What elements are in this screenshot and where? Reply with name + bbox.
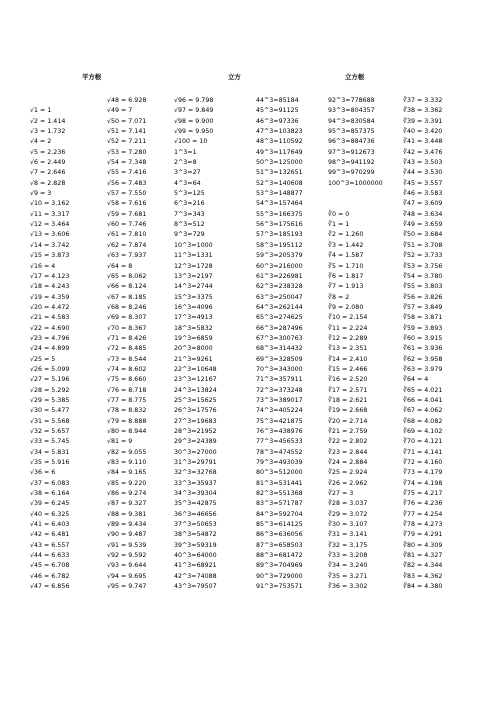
table-cell: 29^3=24389 <box>174 438 217 446</box>
table-cell: 45^3=91125 <box>256 107 299 115</box>
table-cell: 62^3=238328 <box>256 283 303 291</box>
table-cell: √13 = 3.606 <box>30 231 70 239</box>
table-cell: 11^3=1331 <box>174 252 213 260</box>
table-cell: 31^3=29791 <box>174 459 217 467</box>
table-cell: 65^3=274625 <box>256 314 303 322</box>
table-cell: 14^3=2744 <box>174 283 213 291</box>
table-cell: √45 = 6.708 <box>30 562 70 570</box>
table-cell: ∛32 = 3.175 <box>328 541 368 549</box>
table-cell: √32 = 5.657 <box>30 428 70 435</box>
table-cell: 34^3=39304 <box>174 490 217 498</box>
table-cell: √71 = 8.426 <box>107 334 147 342</box>
table-cell: 89^3=704969 <box>256 562 303 570</box>
table-cell: 23^3=12167 <box>174 376 217 384</box>
table-cell: 18^3=5832 <box>174 324 213 332</box>
table-cell: ∛47 = 3.609 <box>403 200 443 208</box>
table-cell: ∛33 = 3.208 <box>328 552 368 560</box>
table-cell: 60^3=216000 <box>256 262 303 270</box>
table-cell: ∛79 = 4.291 <box>403 531 443 539</box>
table-cell: 38^3=54872 <box>174 531 217 539</box>
table-cell: ∛19 = 2.668 <box>328 407 368 415</box>
table-cell: √64 = 8 <box>107 262 133 270</box>
table-cell: √66 = 8.124 <box>107 283 147 291</box>
table-cell: ∛69 = 4.102 <box>403 428 443 435</box>
header-cube: 立方 <box>228 73 241 81</box>
table-cell: 53^3=148877 <box>256 190 303 198</box>
table-cell: ∛78 = 4.273 <box>403 521 443 529</box>
table-cell: ∛22 = 2.802 <box>328 438 368 446</box>
table-cell: 8^3=512 <box>174 221 205 229</box>
table-cell: 43^3=79507 <box>174 583 217 591</box>
table-cell: ∛3 = 1.442 <box>328 241 364 249</box>
table-cell: ∛9 = 2.080 <box>328 303 364 311</box>
table-cell: 37^3=50653 <box>174 521 217 529</box>
table-cell: ∛63 = 3.979 <box>403 365 443 373</box>
table-cell: √56 = 7.483 <box>107 179 147 187</box>
table-cell: ∛74 = 4.198 <box>403 479 443 487</box>
table-cell: ∛38 = 3.362 <box>403 107 443 115</box>
table-cell: ∛13 = 2.351 <box>328 345 368 353</box>
table-cell: ∛73 = 4.179 <box>403 469 443 477</box>
table-cell: 78^3=474552 <box>256 448 303 456</box>
table-column-6 <box>403 96 442 593</box>
table-cell: ∛53 = 3.756 <box>403 262 443 270</box>
table-cell: ∛46 = 3.583 <box>403 190 443 198</box>
table-cell: 68^3=314432 <box>256 345 303 353</box>
table-cell: ∛80 = 4.309 <box>403 541 443 549</box>
table-cell: √29 = 5.385 <box>30 396 70 404</box>
table-cell: 39^3=59319 <box>174 541 217 549</box>
table-cell: 17^3=4913 <box>174 314 213 322</box>
table-cell: √41 = 6.403 <box>30 521 70 529</box>
table-cell: √16 = 4 <box>30 262 56 270</box>
table-cell: ∛10 = 2.154 <box>328 314 368 322</box>
table-cell: √49 = 7 <box>107 107 133 115</box>
table-cell: √25 = 5 <box>30 355 56 363</box>
table-cell: ∛45 = 3.557 <box>403 179 443 187</box>
table-cell: 84^3=592704 <box>256 510 303 518</box>
table-cell: 95^3=857375 <box>328 128 375 136</box>
table-cell: ∛35 = 3.271 <box>328 572 368 580</box>
table-cell: √99 = 9.950 <box>174 128 214 136</box>
table-cell: √55 = 7.416 <box>107 169 147 177</box>
table-cell: ∛25 = 2.924 <box>328 469 368 477</box>
table-cell: √83 = 9.110 <box>107 459 147 467</box>
table-cell: √92 = 9.592 <box>107 552 147 560</box>
table-cell: 52^3=140608 <box>256 179 303 187</box>
table-cell: 67^3=300763 <box>256 334 303 342</box>
table-cell: ∛4 = 1.587 <box>328 252 364 260</box>
table-cell: 58^3=195112 <box>256 241 303 249</box>
table-column-2 <box>107 96 146 593</box>
table-cell: ∛6 = 1.817 <box>328 272 364 280</box>
table-cell: ∛76 = 4.236 <box>403 500 443 508</box>
table-cell: √12 = 3.464 <box>30 221 70 229</box>
table-cell: √28 = 5.292 <box>30 386 70 394</box>
table-cell: √33 = 5.745 <box>30 438 70 446</box>
table-cell: √69 = 8.307 <box>107 314 147 322</box>
table-cell: ∛37 = 3.332 <box>403 97 443 104</box>
table-cell: √35 = 5.916 <box>30 459 70 467</box>
table-cell: √79 = 8.888 <box>107 417 147 425</box>
table-cell: √31 = 5.568 <box>30 417 70 425</box>
table-cell: √48 = 6.928 <box>107 97 147 104</box>
table-cell: 66^3=287496 <box>256 324 303 332</box>
table-cell: √95 = 9.747 <box>107 583 147 591</box>
table-cell: √67 = 8.185 <box>107 293 147 301</box>
table-cell: √21 = 4.583 <box>30 314 70 322</box>
table-cell: 27^3=19683 <box>174 417 217 425</box>
table-cell: √1 = 1 <box>30 107 52 115</box>
table-cell: 75^3=421875 <box>256 417 303 425</box>
table-cell: ∛71 = 4.141 <box>403 448 443 456</box>
table-cell: √14 = 3.742 <box>30 241 70 249</box>
table-cell: 59^3=205379 <box>256 252 303 260</box>
table-cell: 48^3=110592 <box>256 138 303 146</box>
table-cell: 47^3=103823 <box>256 128 303 136</box>
table-cell: √81 = 9 <box>107 438 133 446</box>
table-cell: 61^3=226981 <box>256 272 303 280</box>
header-cube-root: 立方根 <box>345 73 365 81</box>
table-cell: ∛36 = 3.302 <box>328 583 368 591</box>
table-cell: √73 = 8.544 <box>107 355 147 363</box>
table-cell: 33^3=35937 <box>174 479 217 487</box>
table-cell: ∛17 = 2.571 <box>328 386 368 394</box>
table-cell: 87^3=658503 <box>256 541 303 549</box>
table-cell: √74 = 8.602 <box>107 365 147 373</box>
table-cell <box>328 199 383 209</box>
table-column-4 <box>256 96 303 593</box>
table-cell: 80^3=512000 <box>256 469 303 477</box>
table-cell: 6^3=216 <box>174 200 205 208</box>
table-cell: 25^3=15625 <box>174 396 217 404</box>
table-cell: ∛26 = 2.962 <box>328 479 368 487</box>
table-cell: 56^3=175616 <box>256 221 303 229</box>
table-cell: ∛12 = 2.289 <box>328 334 368 342</box>
table-cell: ∛60 = 3.915 <box>403 334 443 342</box>
table-cell: 69^3=328509 <box>256 355 303 363</box>
table-cell: ∛83 = 4.362 <box>403 572 443 580</box>
table-cell: 16^3=4096 <box>174 303 213 311</box>
table-cell: √18 = 4.243 <box>30 283 70 291</box>
table-cell: 64^3=262144 <box>256 303 303 311</box>
table-cell: ∛72 = 4.160 <box>403 459 443 467</box>
table-cell: 85^3=614125 <box>256 521 303 529</box>
table-cell: √77 = 8.775 <box>107 396 147 404</box>
table-cell: √63 = 7.937 <box>107 252 147 260</box>
table-cell: ∛1 = 1 <box>328 221 350 229</box>
table-cell: √52 = 7.211 <box>107 138 147 146</box>
table-cell: 19^3=6859 <box>174 334 213 342</box>
table-cell: ∛44 = 3.530 <box>403 169 443 177</box>
table-cell: √96 = 9.798 <box>174 97 214 104</box>
table-cell: 72^3=373248 <box>256 386 303 394</box>
table-cell: 13^3=2197 <box>174 272 213 280</box>
table-cell: ∛2 = 1.260 <box>328 231 364 239</box>
table-cell: √97 = 9.849 <box>174 107 214 115</box>
table-cell: 24^3=13824 <box>174 386 217 394</box>
table-cell: 70^3=343000 <box>256 365 303 373</box>
table-cell: ∛23 = 2.844 <box>328 448 368 456</box>
table-cell: 99^3=970299 <box>328 169 375 177</box>
table-cell: ∛70 = 4.121 <box>403 438 443 446</box>
table-cell: ∛50 = 3.684 <box>403 231 443 239</box>
table-cell: 22^3=10648 <box>174 365 217 373</box>
table-cell: ∛49 = 3.659 <box>403 221 443 229</box>
table-cell: √72 = 8.485 <box>107 345 147 353</box>
table-cell: 97^3=912673 <box>328 148 375 156</box>
table-cell: ∛18 = 2.621 <box>328 396 368 404</box>
table-cell: √43 = 6.557 <box>30 541 70 549</box>
table-cell: 76^3=438976 <box>256 428 303 435</box>
table-cell: 40^3=64000 <box>174 552 217 560</box>
table-cell: 1^3=1 <box>174 148 197 156</box>
table-cell: √7 = 2.646 <box>30 169 66 177</box>
table-cell: √20 = 4.472 <box>30 303 70 311</box>
table-cell: ∛52 = 3.733 <box>403 252 443 260</box>
table-cell: √36 = 6 <box>30 469 56 477</box>
table-cell: ∛29 = 3.072 <box>328 510 368 518</box>
table-cell: ∛67 = 4.062 <box>403 407 443 415</box>
table-cell: √51 = 7.141 <box>107 128 147 136</box>
table-cell: ∛7 = 1.913 <box>328 283 364 291</box>
table-cell: √57 = 7.550 <box>107 190 147 198</box>
table-cell: ∛61 = 3.936 <box>403 345 443 353</box>
table-cell: √53 = 7.280 <box>107 148 147 156</box>
table-cell: 36^3=46656 <box>174 510 217 518</box>
table-cell: 46^3=97336 <box>256 117 299 125</box>
table-cell: ∛5 = 1.710 <box>328 262 364 270</box>
table-cell: 12^3=1728 <box>174 262 213 270</box>
table-cell: √94 = 9.695 <box>107 572 147 580</box>
table-cell: 44^3=85184 <box>256 97 299 104</box>
table-cell: ∛41 = 3.448 <box>403 138 443 146</box>
table-cell: √60 = 7.746 <box>107 221 147 229</box>
table-cell: √54 = 7.348 <box>107 159 147 167</box>
table-cell: 96^3=884736 <box>328 138 375 146</box>
table-cell: 49^3=117649 <box>256 148 303 156</box>
table-cell: ∛56 = 3.826 <box>403 293 443 301</box>
table-cell: ∛77 = 4.254 <box>403 510 443 518</box>
table-cell: 42^3=74088 <box>174 572 217 580</box>
table-cell: 57^3=185193 <box>256 231 303 239</box>
table-cell: √62 = 7.874 <box>107 241 147 249</box>
table-cell: 55^3=166375 <box>256 210 303 218</box>
table-cell: ∛31 = 3.141 <box>328 531 368 539</box>
table-cell: ∛11 = 2.224 <box>328 324 368 332</box>
table-cell: 9^3=729 <box>174 231 205 239</box>
table-cell <box>30 96 69 106</box>
table-cell: ∛30 = 3.107 <box>328 521 368 529</box>
table-cell: ∛84 = 4.380 <box>403 583 443 591</box>
table-cell: 30^3=27000 <box>174 448 217 456</box>
table-cell: ∛40 = 3.420 <box>403 128 443 136</box>
table-cell: 88^3=681472 <box>256 552 303 560</box>
header-square-root: 平方根 <box>82 73 102 81</box>
table-cell: 74^3=405224 <box>256 407 303 415</box>
table-cell: √100 = 10 <box>174 138 208 146</box>
table-cell: √87 = 9.327 <box>107 500 147 508</box>
table-cell: √68 = 8.246 <box>107 303 147 311</box>
table-cell: 41^3=68921 <box>174 562 217 570</box>
table-cell: √85 = 9.220 <box>107 479 147 487</box>
table-cell: 21^3=9261 <box>174 355 213 363</box>
table-cell: 83^3=571787 <box>256 500 303 508</box>
table-cell: 10^3=1000 <box>174 241 213 249</box>
table-cell: ∛16 = 2.520 <box>328 376 368 384</box>
table-cell: ∛27 = 3 <box>328 490 354 498</box>
table-cell: √3 = 1.732 <box>30 128 66 136</box>
table-cell: ∛82 = 4.344 <box>403 562 443 570</box>
table-cell: ∛15 = 2.466 <box>328 365 368 373</box>
table-cell: ∛68 = 4.082 <box>403 417 443 425</box>
table-cell: √5 = 2.236 <box>30 148 66 156</box>
table-cell: 90^3=729000 <box>256 572 303 580</box>
table-cell: ∛62 = 3.958 <box>403 355 443 363</box>
table-cell: ∛58 = 3.871 <box>403 314 443 322</box>
table-cell: √40 = 6.325 <box>30 510 70 518</box>
table-cell: ∛14 = 2.410 <box>328 355 368 363</box>
table-cell: ∛66 = 4.041 <box>403 396 443 404</box>
table-cell: √59 = 7.681 <box>107 210 147 218</box>
table-cell: 20^3=8000 <box>174 345 213 353</box>
table-cell: √37 = 6.083 <box>30 479 70 487</box>
table-cell: √65 = 8.062 <box>107 272 147 280</box>
table-cell: ∛8 = 2 <box>328 293 350 301</box>
table-cell: 98^3=941192 <box>328 159 375 167</box>
table-cell: 73^3=389017 <box>256 396 303 404</box>
table-cell: √9 = 3 <box>30 190 52 198</box>
table-cell: 94^3=830584 <box>328 117 375 125</box>
table-cell: 4^3=64 <box>174 179 201 187</box>
table-cell: 3^3=27 <box>174 169 201 177</box>
table-cell: √47 = 6.856 <box>30 583 70 591</box>
table-cell: √38 = 6.164 <box>30 490 70 498</box>
table-cell: ∛54 = 3.780 <box>403 272 443 280</box>
table-cell: √58 = 7.616 <box>107 200 147 208</box>
table-cell: ∛42 = 3.476 <box>403 148 443 156</box>
table-cell: 26^3=17576 <box>174 407 217 415</box>
table-cell: √86 = 9.274 <box>107 490 147 498</box>
table-cell: 35^3=42875 <box>174 500 217 508</box>
table-cell: 32^3=32768 <box>174 469 217 477</box>
table-cell: √15 = 3.873 <box>30 252 70 260</box>
table-cell: √46 = 6.782 <box>30 572 70 580</box>
table-cell: ∛24 = 2.884 <box>328 459 368 467</box>
table-cell: √91 = 9.539 <box>107 541 147 549</box>
table-cell: 28^3=21952 <box>174 428 217 435</box>
table-cell: ∛43 = 3.503 <box>403 159 443 167</box>
table-cell: ∛59 = 3.893 <box>403 324 443 332</box>
table-cell: √34 = 5.831 <box>30 448 70 456</box>
table-cell: √90 = 9.487 <box>107 531 147 539</box>
table-cell: ∛75 = 4.217 <box>403 490 443 498</box>
table-column-5 <box>328 96 383 593</box>
table-cell: 81^3=531441 <box>256 479 303 487</box>
table-cell: √23 = 4.796 <box>30 334 70 342</box>
table-cell: 54^3=157464 <box>256 200 303 208</box>
table-cell: √80 = 8.944 <box>107 428 147 435</box>
table-cell: ∛65 = 4.021 <box>403 386 443 394</box>
table-cell: 5^3=125 <box>174 190 205 198</box>
table-cell: √98 = 9.900 <box>174 117 214 125</box>
table-cell: ∛34 = 3.240 <box>328 562 368 570</box>
table-column-3 <box>174 96 217 593</box>
table-cell: √11 = 3.317 <box>30 210 70 218</box>
table-cell: ∛57 = 3.849 <box>403 303 443 311</box>
table-cell: 50^3=125000 <box>256 159 303 167</box>
table-cell: √50 = 7.071 <box>107 117 147 125</box>
table-cell: √6 = 2.449 <box>30 159 66 167</box>
table-cell: √4 = 2 <box>30 138 52 146</box>
table-cell: √44 = 6.633 <box>30 552 70 560</box>
table-cell: √76 = 8.718 <box>107 386 147 394</box>
table-cell: √22 = 4.690 <box>30 324 70 332</box>
table-cell: √70 = 8.367 <box>107 324 147 332</box>
table-cell: ∛64 = 4 <box>403 376 429 384</box>
table-cell: 2^3=8 <box>174 159 197 167</box>
table-cell: 77^3=456533 <box>256 438 303 446</box>
table-cell: 91^3=753571 <box>256 583 303 591</box>
table-cell: √75 = 8.660 <box>107 376 147 384</box>
table-cell: √82 = 9.055 <box>107 448 147 456</box>
table-cell: √17 = 4.123 <box>30 272 70 280</box>
table-cell <box>328 189 383 199</box>
table-cell: √19 = 4.359 <box>30 293 70 301</box>
table-cell: √93 = 9.644 <box>107 562 147 570</box>
table-cell: √27 = 5.196 <box>30 376 70 384</box>
table-cell: √26 = 5.099 <box>30 365 70 373</box>
table-cell: √10 = 3.162 <box>30 200 70 208</box>
table-cell: ∛81 = 4.327 <box>403 552 443 560</box>
table-cell: 100^3=1000000 <box>328 179 383 187</box>
table-cell: 63^3=250047 <box>256 293 303 301</box>
table-cell: √88 = 9.381 <box>107 510 147 518</box>
table-cell: ∛51 = 3.708 <box>403 241 443 249</box>
table-cell: 15^3=3375 <box>174 293 213 301</box>
table-cell: √8 = 2.828 <box>30 179 66 187</box>
table-cell: ∛21 = 2.759 <box>328 428 368 435</box>
table-cell: ∛20 = 2.714 <box>328 417 368 425</box>
table-cell: √84 = 9.165 <box>107 469 147 477</box>
table-cell: 79^3=493039 <box>256 459 303 467</box>
table-cell: √2 = 1.414 <box>30 117 66 125</box>
table-column-1 <box>30 96 69 593</box>
table-cell: 86^3=636056 <box>256 531 303 539</box>
table-cell: ∛48 = 3.634 <box>403 210 443 218</box>
table-cell: ∛39 = 3.391 <box>403 117 443 125</box>
table-cell: √24 = 4.899 <box>30 345 70 353</box>
table-cell: √30 = 5.477 <box>30 407 70 415</box>
table-cell: ∛55 = 3.803 <box>403 283 443 291</box>
table-cell: ∛0 = 0 <box>328 210 350 218</box>
table-cell: 82^3=551368 <box>256 490 303 498</box>
table-cell: ∛28 = 3.037 <box>328 500 368 508</box>
table-cell: 92^3=778688 <box>328 97 375 104</box>
table-cell: 7^3=343 <box>174 210 205 218</box>
table-cell: 93^3=804357 <box>328 107 375 115</box>
table-cell: 71^3=357911 <box>256 376 303 384</box>
table-cell: √89 = 9.434 <box>107 521 147 529</box>
table-cell: √78 = 8.832 <box>107 407 147 415</box>
table-cell: √61 = 7.810 <box>107 231 147 239</box>
table-cell: 51^3=132651 <box>256 169 303 177</box>
table-cell: √39 = 6.245 <box>30 500 70 508</box>
table-cell: √42 = 6.481 <box>30 531 70 539</box>
